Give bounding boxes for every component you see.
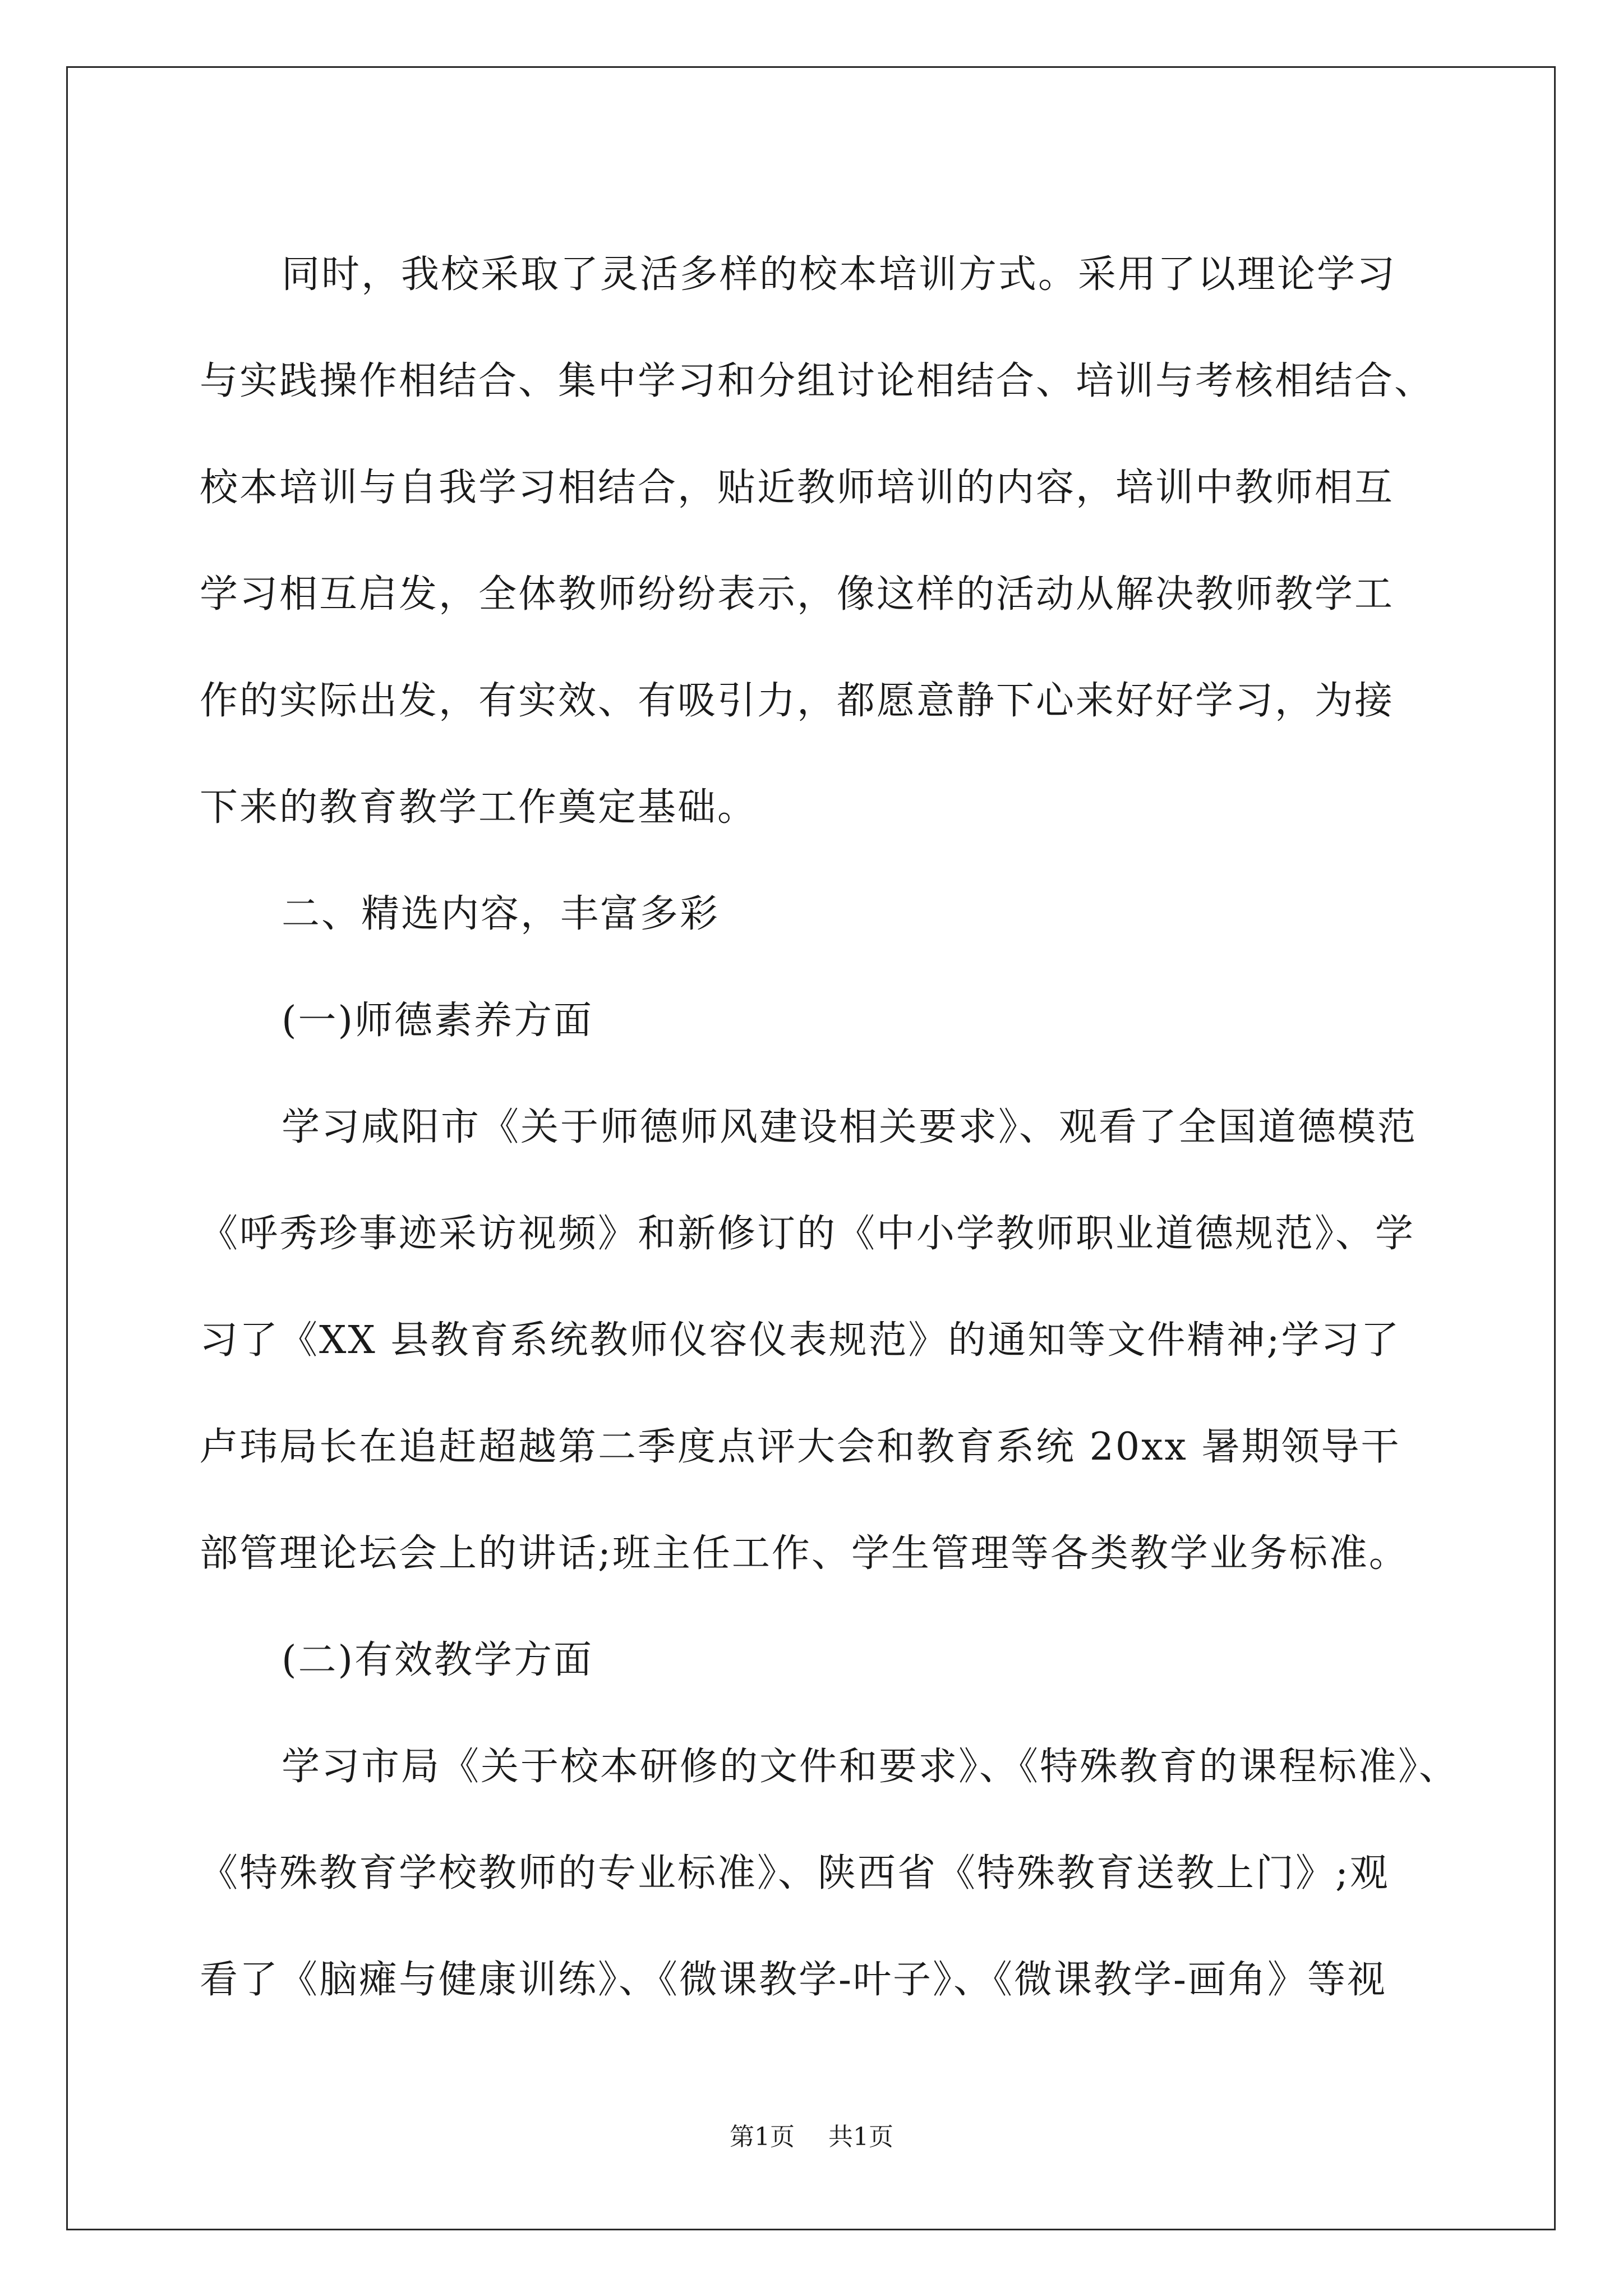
section-heading: 二、精选内容，丰富多彩 <box>282 892 720 936</box>
paragraph-line: 学习咸阳市《关于师德师风建设相关要求》、观看了全国道德模范 <box>282 1105 1418 1149</box>
page-number-total: 共1页 <box>828 2123 893 2151</box>
paragraph-line: 《呼秀珍事迹采访视频》和新修订的《中小学教师职业道德规范》、学 <box>200 1212 1415 1256</box>
paragraph-line: 同时，我校采取了灵活多样的校本培训方式。采用了以理论学习 <box>282 252 1397 297</box>
paragraph-line: 部管理论坛会上的讲话;班主任工作、学生管理等各类教学业务标准。 <box>200 1531 1409 1576</box>
paragraph-line: 作的实际出发，有实效、有吸引力，都愿意静下心来好好学习，为接 <box>200 679 1395 723</box>
paragraph-line: 下来的教育教学工作奠定基础。 <box>200 785 758 830</box>
paragraph-line: 学习相互启发，全体教师纷纷表示，像这样的活动从解决教师教学工 <box>200 572 1395 616</box>
subsection-heading: (一)师德素养方面 <box>282 999 594 1043</box>
paragraph-line: 与实践操作相结合、集中学习和分组讨论相结合、培训与考核相结合、 <box>200 359 1435 403</box>
paragraph-line: 校本培训与自我学习相结合，贴近教师培训的内容，培训中教师相互 <box>200 466 1395 510</box>
paragraph-line: 学习市局《关于校本研修的文件和要求》、《特殊教育的课程标准》、 <box>282 1745 1459 1789</box>
paragraph-line: 《特殊教育学校教师的专业标准》、陕西省《特殊教育送教上门》;观 <box>200 1851 1390 1895</box>
page-number-current: 第1页 <box>730 2123 795 2151</box>
subsection-heading: (二)有效教学方面 <box>282 1638 594 1682</box>
paragraph-line: 习了《XX 县教育系统教师仪容仪表规范》的通知等文件精神;学习了 <box>200 1318 1401 1363</box>
page-footer <box>0 2120 1623 2154</box>
paragraph-line: 卢玮局长在追赶超越第二季度点评大会和教育系统 20xx 暑期领导干 <box>200 1425 1401 1469</box>
paragraph-line: 看了《脑瘫与健康训练》、《微课教学-叶子》、《微课教学-画角》等视 <box>200 1958 1387 2002</box>
document-body <box>200 222 1459 2033</box>
